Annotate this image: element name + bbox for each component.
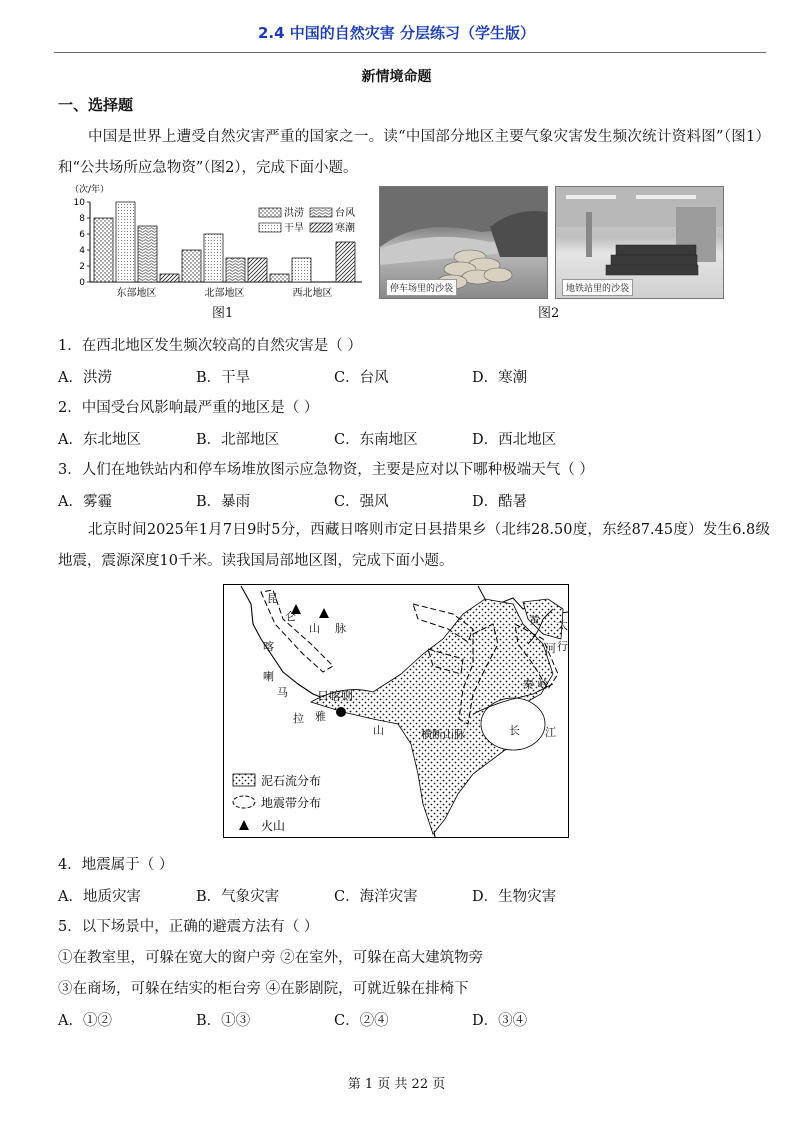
section-title: 新情境命题: [361, 69, 432, 85]
q2-option-c[interactable]: C．东南地区: [334, 432, 418, 448]
q5-option-b[interactable]: B．①③: [196, 1013, 251, 1029]
q4-option-a[interactable]: A．地质灾害: [58, 889, 141, 905]
map-label-ka: 喀: [263, 640, 274, 653]
map-label-he: 河: [545, 642, 556, 655]
map-label-la2: 拉: [293, 712, 304, 725]
x-category-label: 北部地区: [204, 288, 245, 299]
question-3-stem: 3．人们在地铁站内和停车场堆放图示应急物资，主要是应对以下哪种极端天气（ ）: [58, 462, 594, 478]
bar-typhoon-1: [138, 226, 157, 282]
map-label-xigaze: 日喀则: [317, 689, 354, 703]
x-category-label: 东部地区: [116, 288, 157, 299]
question-1-stem: 1．在西北地区发生频次较高的自然灾害是（ ）: [58, 338, 362, 354]
bar-flood-1: [94, 218, 113, 282]
map-label-hengduan: 横断山脉: [421, 728, 465, 741]
map-label-shan: 山: [309, 622, 320, 635]
chart-ylabel: （次/年）: [70, 185, 110, 195]
figure1-caption: 图1: [212, 306, 234, 321]
question-2-stem: 2．中国受台风影响最严重的地区是（ ）: [58, 400, 319, 416]
q3-option-c[interactable]: C．强风: [334, 494, 389, 510]
map-label-lun: 仑: [285, 610, 296, 623]
legend-label-flood: 洪涝: [284, 208, 304, 219]
photo2-caption: 地铁站里的沙袋: [562, 279, 633, 296]
legend-debris-label: 泥石流分布: [261, 774, 322, 788]
map-label-mai: 脉: [335, 622, 346, 635]
y-tick-label: 4: [79, 246, 85, 256]
map-label-tai: 太: [557, 619, 568, 632]
legend-seismic-label: 地震带分布: [261, 796, 322, 810]
regional-map: [223, 584, 569, 838]
bar-cold-1: [160, 274, 179, 282]
bar-drought-3: [292, 258, 311, 282]
title-divider: [54, 52, 766, 53]
q3-option-d[interactable]: D．酷暑: [472, 494, 528, 510]
intro-paragraph-2: 北京时间2025年1月7日9时5分，西藏日喀则市定日县措果乡（北纬28.50度，东经87.45度）发生6.8级地震，震源深度10千米。读我国局部地区图，完成下面小题。: [58, 522, 770, 569]
q5-option-a[interactable]: A．①②: [58, 1013, 112, 1029]
y-tick-label: 10: [73, 198, 85, 208]
map-label-kun: 昆: [267, 592, 278, 605]
xigaze-point: [336, 707, 346, 717]
q1-option-c[interactable]: C．台风: [334, 370, 389, 386]
q3-option-a[interactable]: A．雾霾: [58, 494, 112, 510]
photo-parking-lot-sandbags: [379, 186, 548, 299]
q5-option-c[interactable]: C．②④: [334, 1013, 389, 1029]
figure1-bar-chart: [66, 182, 366, 302]
map-label-chang: 长: [509, 724, 520, 737]
map-label-jiang: 江: [545, 726, 556, 739]
figure2-caption: 图2: [538, 306, 560, 321]
legend-label-drought: 干旱: [284, 223, 304, 234]
x-category-label: 西北地区: [292, 288, 333, 299]
legend-swatch-debris: [233, 774, 255, 786]
bar-cold-3: [336, 242, 355, 282]
bar-cold-2: [248, 258, 267, 282]
map-label-qinling: 秦 岭: [523, 678, 549, 691]
bar-drought-2: [204, 234, 223, 282]
map-label-ma: 马: [277, 686, 288, 699]
q1-option-a[interactable]: A．洪涝: [58, 370, 112, 386]
q4-option-d[interactable]: D．生物灾害: [472, 889, 557, 905]
q5-scenario-line-2: ③在商场，可躲在结实的柜台旁 ④在影剧院，可就近躲在排椅下: [58, 981, 469, 997]
part-title: 一、选择题: [58, 96, 134, 114]
q2-option-b[interactable]: B．北部地区: [196, 432, 280, 448]
map-label-huang: 黄: [529, 614, 540, 627]
y-tick-label: 6: [79, 230, 85, 240]
chart-legend: [259, 206, 355, 234]
legend-swatch-cold: [310, 223, 332, 232]
q2-option-d[interactable]: D．西北地区: [472, 432, 557, 448]
q3-option-b[interactable]: B．暴雨: [196, 494, 251, 510]
map-label-hang: 行: [557, 640, 568, 653]
q5-option-d[interactable]: D．③④: [472, 1013, 528, 1029]
legend-volcano-label: 火山: [261, 819, 286, 833]
legend-swatch-typhoon: [310, 208, 332, 217]
q4-option-b[interactable]: B．气象灾害: [196, 889, 280, 905]
question-5-stem: 5．以下场景中，正确的避震方法有（ ）: [58, 919, 319, 935]
intro-paragraph-1: 中国是世界上遭受自然灾害严重的国家之一。读“中国部分地区主要气象灾害发生频次统计资料图”（图1）和“公共场所应急物资”（图2），完成下面小题。: [58, 129, 771, 176]
q1-option-b[interactable]: B．干旱: [196, 370, 251, 386]
q2-option-a[interactable]: A．东北地区: [58, 432, 141, 448]
photo-subway-sandbags: [555, 186, 724, 299]
page-footer: 第 1 页 共 22 页: [347, 1077, 446, 1092]
bar-drought-1: [116, 202, 135, 282]
legend-swatch-flood: [259, 208, 281, 217]
bar-flood-3: [270, 274, 289, 282]
y-tick-label: 2: [79, 262, 85, 272]
q4-option-c[interactable]: C．海洋灾害: [334, 889, 418, 905]
bar-typhoon-2: [226, 258, 245, 282]
document-title: 2.4 中国的自然灾害 分层练习（学生版）: [257, 24, 536, 42]
question-4-stem: 4．地震属于（ ）: [58, 857, 174, 873]
photo1-caption: 停车场里的沙袋: [386, 279, 457, 296]
map-label-ya: 雅: [315, 710, 326, 723]
y-tick-label: 8: [79, 214, 85, 224]
legend-label-cold: 寒潮: [335, 223, 355, 234]
map-label-shan2: 山: [373, 724, 384, 737]
y-tick-label: 0: [79, 278, 85, 288]
bar-flood-2: [182, 250, 201, 282]
legend-label-typhoon: 台风: [335, 208, 355, 219]
q5-scenario-line-1: ①在教室里，可躲在宽大的窗户旁 ②在室外，可躲在高大建筑物旁: [58, 950, 484, 966]
q1-option-d[interactable]: D．寒潮: [472, 370, 528, 386]
legend-swatch-drought: [259, 223, 281, 232]
map-label-la: 喇: [263, 670, 274, 683]
